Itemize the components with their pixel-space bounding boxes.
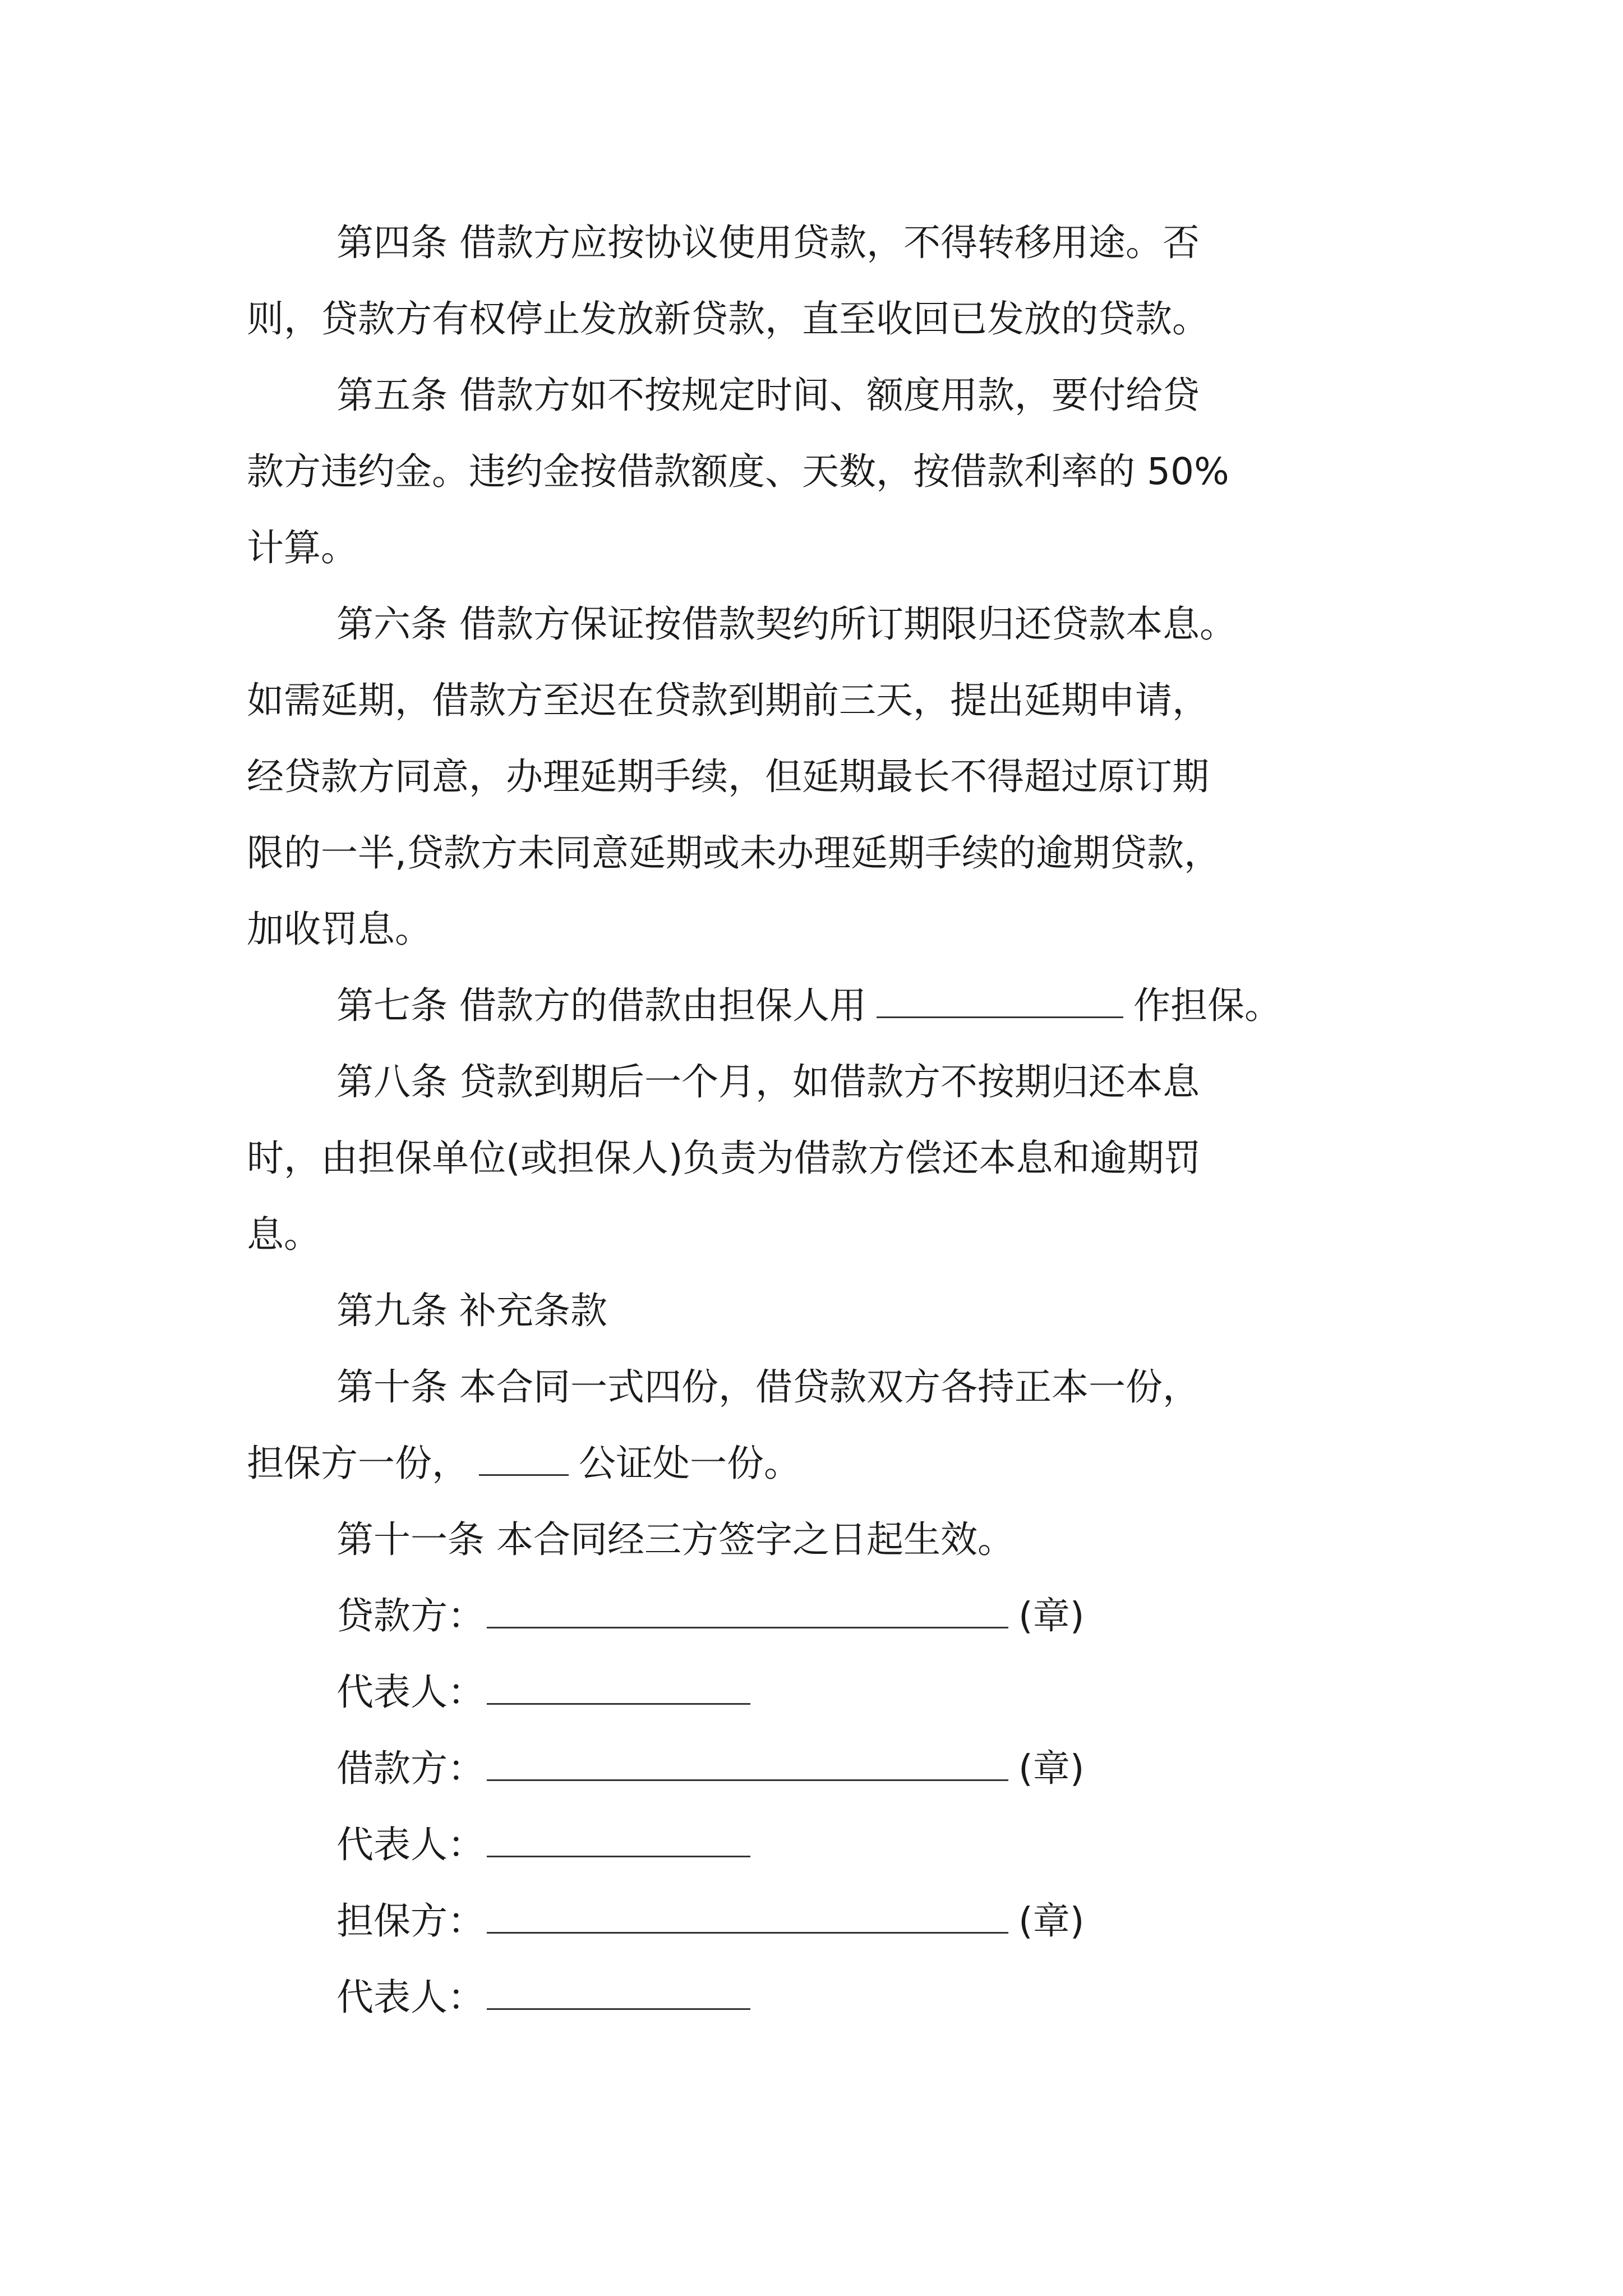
article-5-line-3: 计算。 (247, 526, 358, 569)
article-10-line-1: 第十条 本合同一式四份，借贷款双方各持正本一份， (336, 1365, 1200, 1409)
guarantor-rep-label: 代表人： (336, 1976, 485, 2019)
article-9-line: 第九条 补充条款 (336, 1289, 607, 1332)
article-8-line-3: 息。 (247, 1213, 321, 1256)
article-5-line-2: 款方违约金。违约金按借款额度、天数，按借款利率的 50% (247, 450, 1229, 493)
lender-representative-line (247, 1654, 1402, 1731)
notary-blank[interactable] (479, 1436, 569, 1476)
contract-body (247, 205, 1402, 2036)
article-6-line-4: 限的一半,贷款方未同意延期或未办理延期手续的逾期贷款， (247, 831, 1221, 875)
guarantor-label: 担保方： (336, 1899, 485, 1943)
article-7-text-before: 第七条 借款方的借款由担保人用 (336, 984, 866, 1027)
guarantor-signature-line (247, 1883, 1402, 1959)
article-7-line (247, 968, 1402, 1044)
lender-signature-line (247, 1578, 1402, 1654)
article-6-line-5: 加收罚息。 (247, 908, 432, 951)
borrower-signature-blank[interactable] (487, 1741, 1008, 1781)
guarantor-representative-line (247, 1959, 1402, 2036)
article-11-line: 第十一条 本合同经三方签字之日起生效。 (336, 1518, 1015, 1561)
lender-signature-blank[interactable] (487, 1589, 1008, 1628)
article-5-line-1: 第五条 借款方如不按规定时间、额度用款，要付给贷 (336, 374, 1200, 417)
article-6-line-3: 经贷款方同意，办理延期手续，但延期最长不得超过原订期 (247, 755, 1209, 798)
lender-rep-label: 代表人： (336, 1671, 485, 1714)
guarantor-seal: (章) (1018, 1899, 1085, 1943)
article-10-line-2 (247, 1425, 1402, 1502)
article-10-text-after: 公证处一份。 (579, 1442, 801, 1485)
article-4-line-2: 则，贷款方有权停止发放新贷款，直至收回已发放的贷款。 (247, 297, 1209, 341)
lender-label: 贷款方： (336, 1594, 485, 1637)
article-6-line-2: 如需延期，借款方至迟在贷款到期前三天，提出延期申请， (247, 679, 1209, 722)
article-8-line-2: 时，由担保单位(或担保人)负责为借款方偿还本息和逾期罚 (247, 1137, 1201, 1180)
guarantor-signature-blank[interactable] (487, 1894, 1008, 1934)
borrower-signature-line (247, 1731, 1402, 1807)
borrower-label: 借款方： (336, 1747, 485, 1790)
lender-seal: (章) (1018, 1594, 1085, 1637)
article-6-line-1: 第六条 借款方保证按借款契约所订期限归还贷款本息。 (336, 602, 1237, 646)
lender-rep-blank[interactable] (487, 1665, 750, 1705)
borrower-representative-line (247, 1807, 1402, 1883)
article-8-line-1: 第八条 贷款到期后一个月，如借款方不按期归还本息 (336, 1060, 1200, 1103)
guarantee-blank[interactable] (877, 978, 1123, 1018)
article-7-text-after: 作担保。 (1133, 984, 1281, 1027)
guarantor-rep-blank[interactable] (487, 1970, 750, 2010)
article-10-text-before: 担保方一份， (247, 1442, 469, 1485)
article-4-line-1: 第四条 借款方应按协议使用贷款，不得转移用途。否 (336, 221, 1200, 264)
borrower-seal: (章) (1018, 1747, 1085, 1790)
borrower-rep-label: 代表人： (336, 1823, 485, 1866)
borrower-rep-blank[interactable] (487, 1818, 750, 1857)
